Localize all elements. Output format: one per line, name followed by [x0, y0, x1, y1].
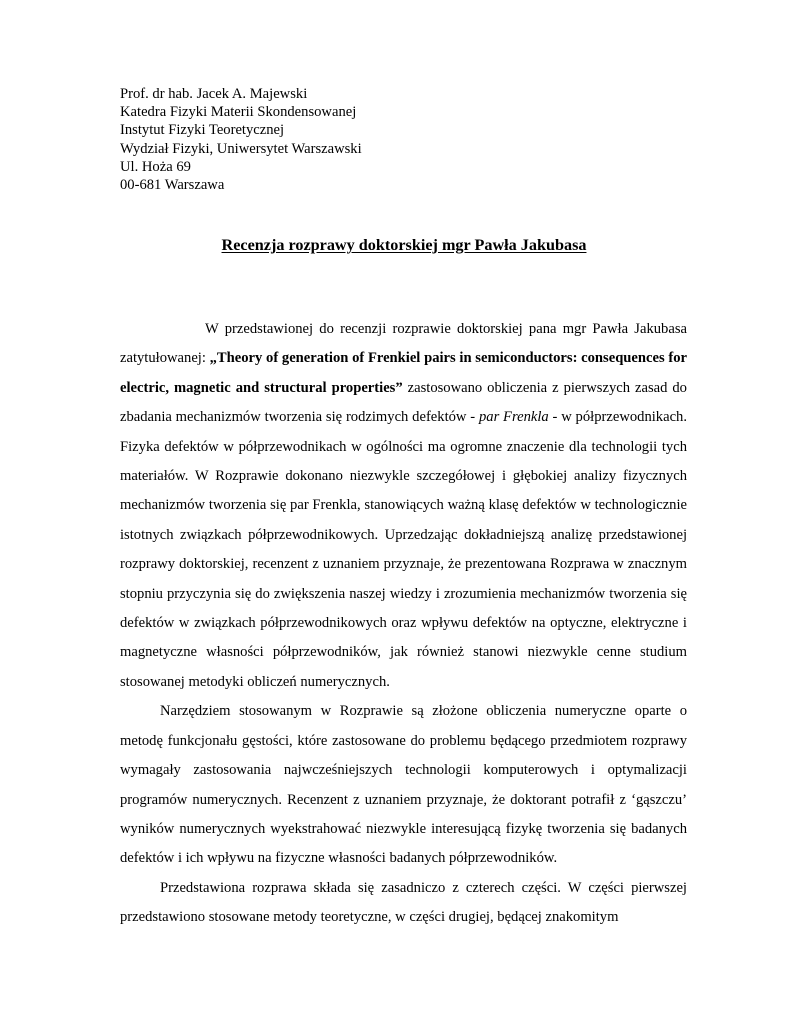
sender-name: Prof. dr hab. Jacek A. Majewski	[120, 86, 308, 102]
paragraph-1	[120, 315, 687, 697]
paragraph-1-intro: W przedstawionej do recenzji rozprawie doktorskiej pana mgr Pawła Jakubasa zatytułowanej:	[120, 321, 687, 367]
sender-institute: Instytut Fizyki Teoretycznej	[120, 122, 285, 139]
document-body	[120, 315, 687, 933]
thesis-title: „Theory of generation of Frenkiel pairs in semiconductors: consequences for electric, magnetic and structural properties”	[120, 350, 687, 396]
sender-faculty: Wydział Fizyki, Uniwersytet Warszawski	[120, 140, 362, 157]
sender-address-block	[120, 85, 362, 194]
sender-city: 00-681 Warszawa	[120, 177, 225, 194]
document-title: Recenzja rozprawy doktorskiej mgr Pawła Jakubasa	[221, 236, 587, 254]
paragraph-3: Przedstawiona rozprawa składa się zasadniczo z czterech części. W części pierwszej przedstawiono stosowane metody teoretyczne, w części drugiej, będącej znakomitym	[120, 879, 687, 926]
italic-term: par Frenkla	[478, 409, 549, 426]
sender-department: Katedra Fizyki Materii Skondensowanej	[120, 104, 357, 121]
sender-street: Ul. Hoża 69	[120, 158, 191, 175]
paragraph-2: Narzędziem stosowanym w Rozprawie są złożone obliczenia numeryczne oparte o metodę funkcjonału gęstości, które zastosowane do problemu będącego przedmiotem rozprawy wymagały zastosowania najwcześniejszych technologii komputerowych i optymalizacji programów numerycznych. Recenzent z uznaniem przyznaje, że doktorant potrafił z ‘gąszczu’ wyników numerycznych wyekstrahować niezwykle interesującą fizykę tworzenia się badanych defektów i ich wpływu na fizyczne własności badanych półprzewodników.	[120, 703, 687, 867]
paragraph-1-rest: - w półprzewodnikach. Fizyka defektów w półprzewodnikach w ogólności ma ogromne znaczenie dla technologii tych materiałów. W Rozprawie dokonano niezwykle szczegółowej i głębokiej analizy fizycznych mechanizmów tworzenia się par Frenkla, stanowiących ważną klasę defektów w technologicznie istotnych związkach półprzewodnikowych. Uprzedzając dokładniejszą analizę przedstawionej rozprawy doktorskiej, recenzent z uznaniem przyznaje, że prezentowana Rozprawa w znacznym stopniu przyczynia się do zwiększenia naszej wiedzy i zrozumienia mechanizmów tworzenia się defektów w związkach półprzewodnikowych oraz wpływu defektów na optyczne, elektryczne i magnetyczne własności półprzewodników, jak również stanowi niezwykle cenne studium stosowanej metodyki obliczeń numerycznych.	[120, 409, 687, 690]
paragraph-1-after-title: zastosowano obliczenia z pierwszych zasad do zbadania mechanizmów tworzenia się rodzimych defektów -	[120, 379, 687, 426]
